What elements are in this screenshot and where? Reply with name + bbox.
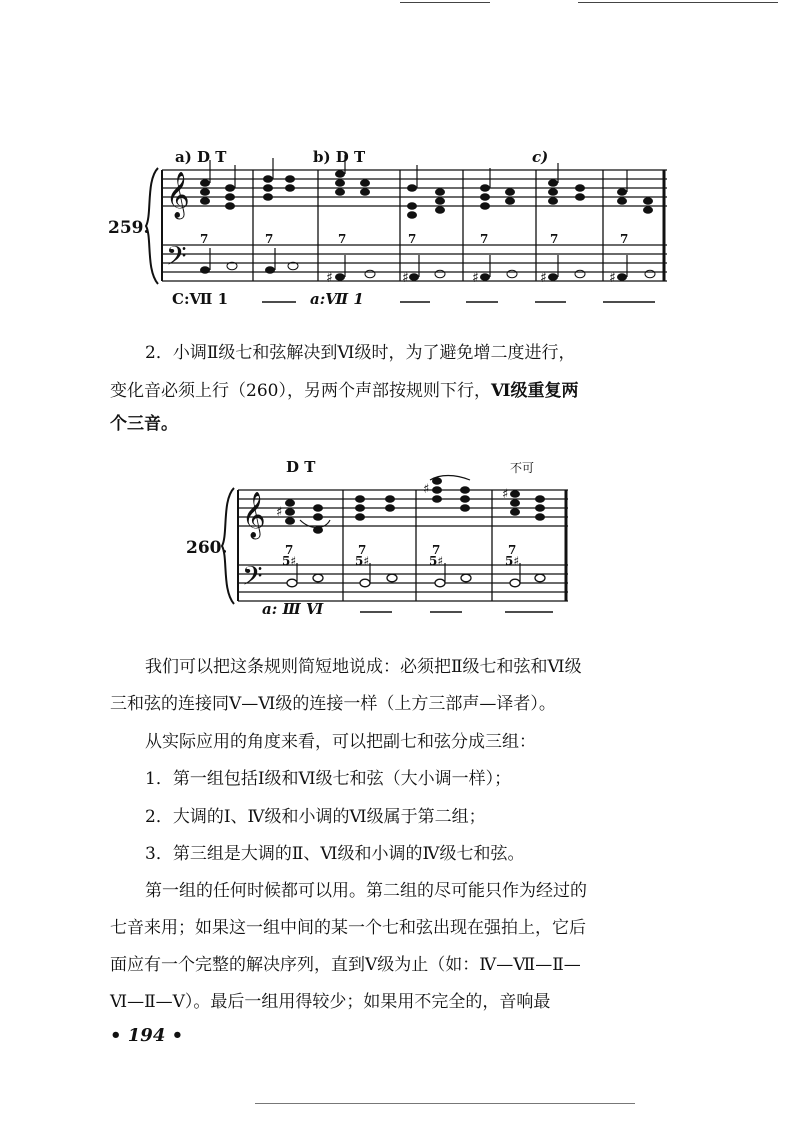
label-dt: D T xyxy=(286,458,316,476)
body-p3-line-2: 七音来用；如果这一组中间的某一个七和弦出现在强拍上，它后 xyxy=(110,918,586,938)
list-item-1: 1．第一组包括Ⅰ级和Ⅵ级七和弦（大小调一样）； xyxy=(145,769,512,789)
body-p1-line-1: 我们可以把这条规则简短地说成：必须把Ⅱ级七和弦和Ⅵ级 xyxy=(145,657,582,677)
svg-text:♯: ♯ xyxy=(472,270,479,286)
svg-text:7: 7 xyxy=(432,543,441,557)
svg-text:7: 7 xyxy=(265,232,274,246)
example-number-260: 260. xyxy=(186,538,228,558)
svg-text:7: 7 xyxy=(550,232,559,246)
svg-text:♯: ♯ xyxy=(402,270,409,286)
svg-text:7: 7 xyxy=(338,232,347,246)
rule-paragraph-line-1: 2．小调Ⅱ级七和弦解决到Ⅵ级时，为了避免增二度进行， xyxy=(145,343,576,363)
svg-text:♯: ♯ xyxy=(540,270,547,286)
analysis-a: a:Ⅶ 1 xyxy=(310,290,364,308)
rule-text-bold: Ⅵ级重复两 xyxy=(490,381,579,401)
rule-paragraph-line-3: 个三音。 xyxy=(110,414,178,434)
analysis-c: C:Ⅶ 1 xyxy=(172,290,229,308)
svg-text:7: 7 xyxy=(620,232,629,246)
svg-text:7: 7 xyxy=(408,232,417,246)
music-example-260 xyxy=(0,450,800,630)
body-p1-line-2: 三和弦的连接同Ⅴ—Ⅵ级的连接一样（上方三部声—译者）。 xyxy=(110,694,556,714)
label-b-dt: b) D T xyxy=(313,148,366,166)
body-p3-line-4: Ⅵ—Ⅱ—Ⅴ）。最后一组用得较少；如果用不完全的，音响最 xyxy=(110,992,551,1012)
svg-text:5♯: 5♯ xyxy=(355,554,370,568)
svg-text:𝄞: 𝄞 xyxy=(242,492,266,538)
svg-text:5♯: 5♯ xyxy=(429,554,444,568)
svg-text:♯: ♯ xyxy=(326,270,333,286)
svg-text:7: 7 xyxy=(480,232,489,246)
list-item-3: 3．第三组是大调的Ⅱ、Ⅵ级和小调的Ⅳ级七和弦。 xyxy=(145,844,525,864)
body-p3-line-3: 面应有一个完整的解决序列，直到Ⅴ级为止（如：Ⅳ—Ⅶ—Ⅱ— xyxy=(110,955,581,975)
svg-text:♯: ♯ xyxy=(423,482,430,497)
svg-text:5♯: 5♯ xyxy=(505,554,520,568)
rule-paragraph-line-2 xyxy=(110,380,700,402)
svg-text:7: 7 xyxy=(285,543,294,557)
svg-text:7: 7 xyxy=(508,543,517,557)
list-item-2: 2．大调的Ⅰ、Ⅳ级和小调的Ⅵ级属于第二组； xyxy=(145,807,486,827)
page-number: • 194 • xyxy=(110,1025,184,1046)
svg-text:7: 7 xyxy=(358,543,367,557)
svg-text:𝄢: 𝄢 xyxy=(166,240,187,278)
label-c: c) xyxy=(532,148,549,166)
music-example-259 xyxy=(0,0,800,320)
label-a-dt: a) D T xyxy=(175,148,227,166)
figure-7: 7 xyxy=(200,232,209,246)
example-number-259: 259. xyxy=(108,218,150,238)
svg-text:5♯: 5♯ xyxy=(282,554,297,568)
svg-text:𝄞: 𝄞 xyxy=(166,172,190,218)
svg-text:♯: ♯ xyxy=(502,487,509,502)
svg-text:♯: ♯ xyxy=(276,505,283,520)
body-p2: 从实际应用的角度来看，可以把副七和弦分成三组： xyxy=(145,732,536,752)
svg-text:♯: ♯ xyxy=(609,270,616,286)
scan-artifact-line xyxy=(255,1103,635,1104)
label-bukeke: 不可 xyxy=(510,461,535,475)
analysis-260: a: Ⅲ Ⅵ xyxy=(262,600,324,618)
body-p3-line-1: 第一组的任何时候都可以用。第二组的尽可能只作为经过的 xyxy=(145,881,587,901)
svg-text:𝄢: 𝄢 xyxy=(242,560,263,598)
rule-text-normal: 变化音必须上行（260），另两个声部按规则下行， xyxy=(110,381,491,401)
